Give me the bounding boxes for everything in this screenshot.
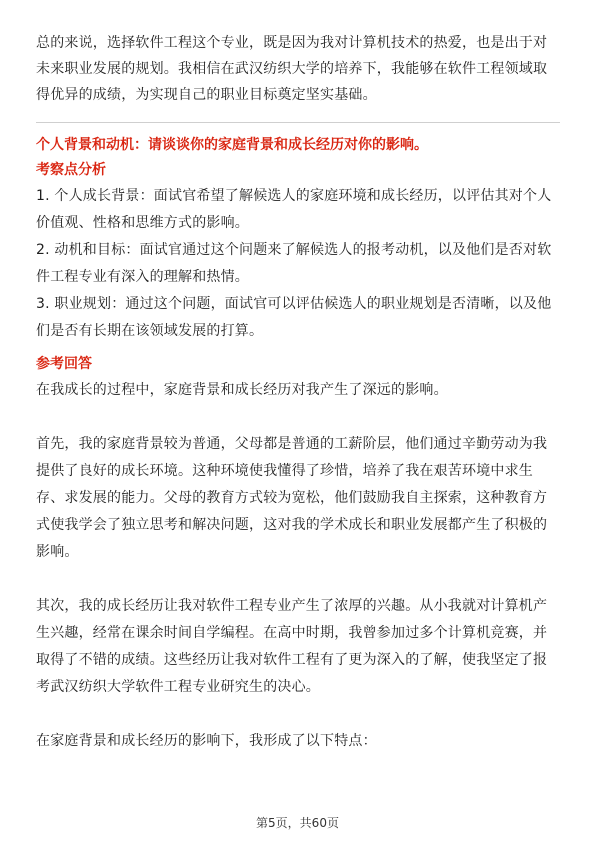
intro-paragraph: 总的来说，选择软件工程这个专业，既是因为我对计算机技术的热爱，也是出于对未来职业发展的规划。我相信在武汉纺织大学的培养下，我能够在软件工程领域取得优异的成绩，为实现自己的职业目标奠定坚实基础。 bbox=[36, 35, 548, 103]
analysis-item: 3. 职业规划：通过这个问题，面试官可以评估候选人的职业规划是否清晰，以及他们是否有长期在该领域发展的打算。 bbox=[36, 296, 552, 339]
paragraph-gap bbox=[36, 404, 560, 431]
paragraph-gap bbox=[36, 701, 560, 728]
answer-paragraph: 在我成长的过程中，家庭背景和成长经历对我产生了深远的影响。 bbox=[36, 382, 448, 398]
answer-block bbox=[36, 377, 560, 755]
analysis-item: 2. 动机和目标：面试官通过这个问题来了解候选人的报考动机，以及他们是否对软件工程专业有深入的理解和热情。 bbox=[36, 242, 552, 285]
section-divider bbox=[36, 122, 560, 123]
answer-paragraph: 其次，我的成长经历让我对软件工程专业产生了浓厚的兴趣。从小我就对计算机产生兴趣，经常在课余时间自学编程。在高中时期，我曾参加过多个计算机竞赛，并取得了不错的成绩。这些经历让我对软件工程有了更为深入的了解，使我坚定了报考武汉纺织大学软件工程专业研究生的决心。 bbox=[36, 598, 548, 695]
page-number-footer: 第5页，共60页 bbox=[256, 816, 339, 830]
analysis-list bbox=[36, 183, 560, 345]
answer-paragraph: 在家庭背景和成长经历的影响下，我形成了以下特点： bbox=[36, 733, 377, 749]
paragraph-gap bbox=[36, 566, 560, 593]
analysis-heading: 考察点分析 bbox=[36, 162, 106, 178]
question-title: 个人背景和动机：请谈谈你的家庭背景和成长经历对你的影响。 bbox=[36, 137, 428, 153]
analysis-item: 1. 个人成长背景：面试官希望了解候选人的家庭环境和成长经历，以评估其对个人价值观、性格和思维方式的影响。 bbox=[36, 188, 552, 231]
answer-paragraph: 首先，我的家庭背景较为普通，父母都是普通的工薪阶层，他们通过辛勤劳动为我提供了良好的成长环境。这种环境使我懂得了珍惜，培养了我在艰苦环境中求生存、求发展的能力。父母的教育方式较为宽松，他们鼓励我自主探索，这种教育方式使我学会了独立思考和解决问题，这对我的学术成长和职业发展都产生了积极的影响。 bbox=[36, 436, 548, 560]
answer-heading: 参考回答 bbox=[36, 356, 92, 372]
page-content bbox=[36, 30, 560, 755]
